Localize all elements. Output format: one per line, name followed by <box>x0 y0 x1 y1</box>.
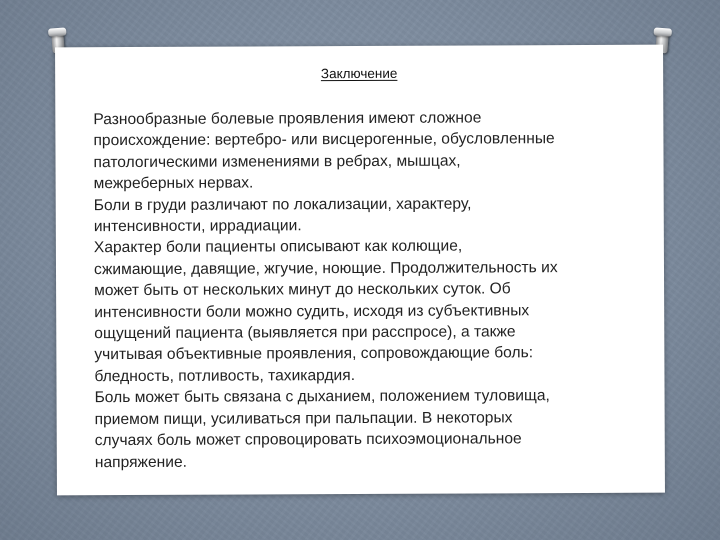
body-line: интенсивности боли можно судить, исходя из субъективных <box>94 301 530 321</box>
body-line: случаях боль может спровоцировать психоэмоциональное <box>94 430 522 450</box>
slide-card <box>55 45 665 496</box>
body-line: может быть от нескольких минут до нескольких суток. Об <box>94 280 511 300</box>
body-line: Боли в груди различают по локализации, характеру, <box>93 195 472 214</box>
body-line: напряжение. <box>94 453 187 471</box>
body-line: патологическими изменениями в ребрах, мышцах, <box>93 152 461 171</box>
body-line: межреберных нервах. <box>93 174 254 193</box>
body-line: бледность, потливость, тахикардия. <box>94 366 356 386</box>
slide-title: Заключение <box>320 65 398 82</box>
body-line: Характер боли пациенты описывают как колющие, <box>93 237 463 257</box>
body-line: учитывая объективные проявления, сопровождающие боль: <box>94 344 534 364</box>
body-line: приемом пищи, усиливаться при пальпации. В некоторых <box>94 409 513 428</box>
body-line: Боль может быть связана с дыханием, положением туловища, <box>94 387 550 407</box>
body-line: сжимающие, давящие, жгучие, ноющие. Продолжительность их <box>93 258 558 279</box>
body-line: интенсивности, иррадиации. <box>93 217 302 236</box>
slide-body <box>93 107 650 473</box>
body-line: ощущений пациента (выявляется при расспросе), а также <box>94 323 516 343</box>
body-line: происхождение: вертебро- или висцерогенные, обусловленные <box>93 130 555 150</box>
body-line: Разнообразные болевые проявления имеют сложное <box>93 109 482 129</box>
